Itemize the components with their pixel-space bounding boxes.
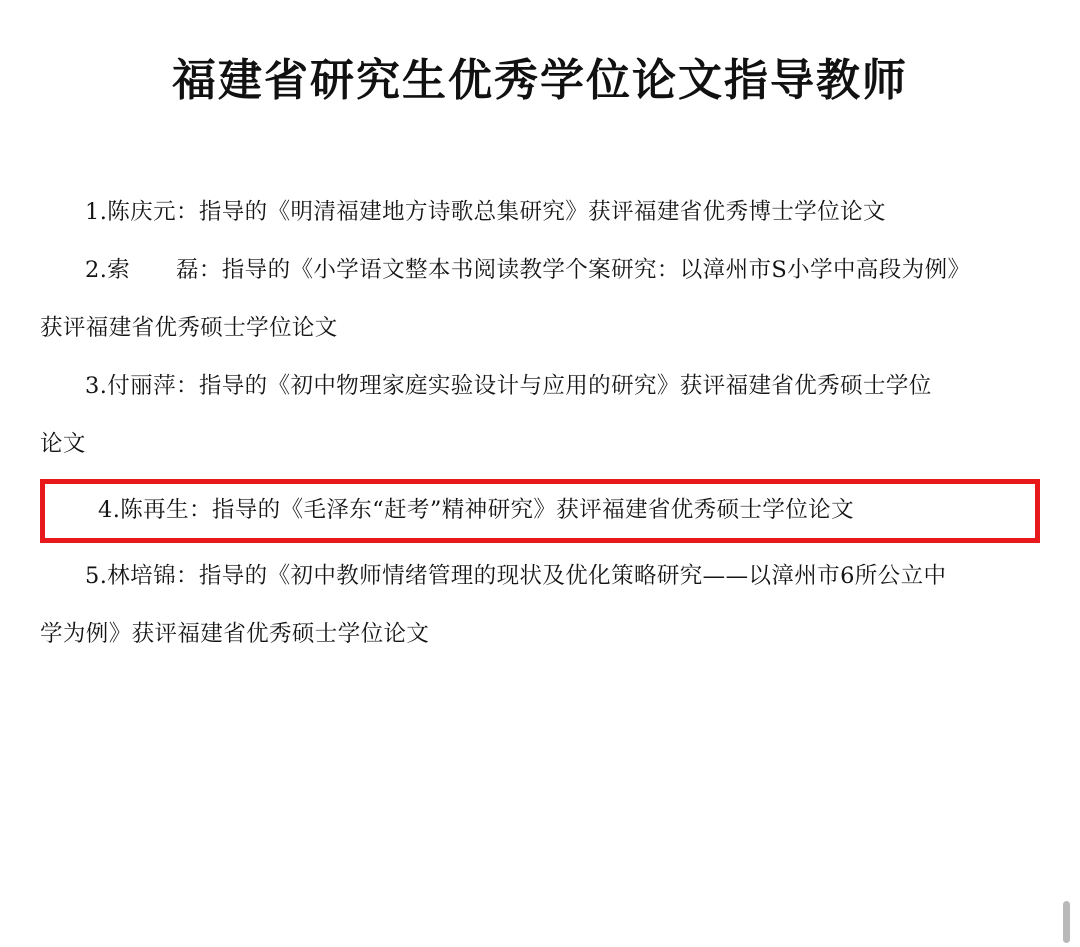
list-item: 3.付丽萍：指导的《初中物理家庭实验设计与应用的研究》获评福建省优秀硕士学位	[85, 373, 932, 400]
highlighted-entry	[40, 479, 1040, 543]
list-item-continuation: 论文	[40, 431, 86, 458]
list-item-continuation: 获评福建省优秀硕士学位论文	[40, 315, 338, 342]
document-page	[0, 52, 1080, 947]
list-item: 1.陈庆元：指导的《明清福建地方诗歌总集研究》获评福建省优秀博士学位论文	[85, 199, 886, 226]
list-item: 2.索 磊：指导的《小学语文整本书阅读教学个案研究：以漳州市S小学中高段为例》	[85, 257, 971, 284]
list-item: 5.林培锦：指导的《初中教师情绪管理的现状及优化策略研究——以漳州市6所公立中	[85, 563, 947, 590]
vertical-scrollbar[interactable]	[1068, 52, 1076, 947]
page-title: 福建省研究生优秀学位论文指导教师	[172, 55, 908, 106]
scrollbar-thumb[interactable]	[1063, 901, 1070, 943]
list-item: 4.陈再生：指导的《毛泽东“赶考”精神研究》获评福建省优秀硕士学位论文	[98, 497, 854, 524]
red-highlight-box	[40, 479, 1040, 543]
list-item-continuation: 学为例》获评福建省优秀硕士学位论文	[40, 621, 430, 648]
entry-list	[18, 183, 1062, 663]
